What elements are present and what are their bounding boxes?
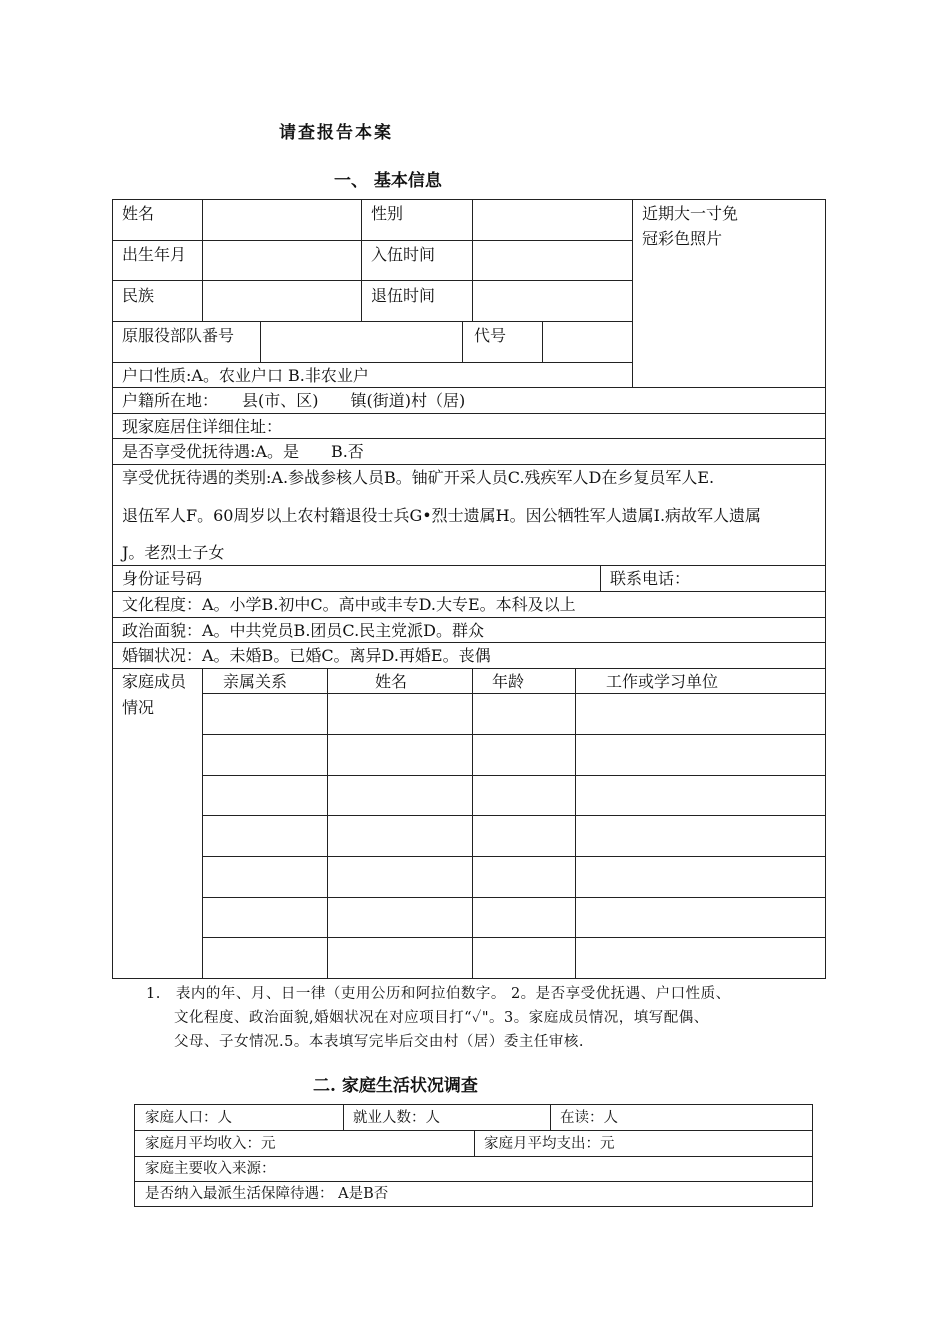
- id-field[interactable]: [220, 567, 598, 590]
- ethnicity-field[interactable]: [204, 282, 360, 320]
- hukou-type[interactable]: 户口性质:A。农业户口 B.非农业户: [122, 366, 369, 385]
- section-2-title: 二. 家庭生活状况调查: [313, 1076, 478, 1096]
- photo-label-line2: 冠彩色照片: [642, 229, 723, 248]
- education-field[interactable]: 文化程度：A。小学B.初中C。高中或丰专D.大专E。本科及以上: [122, 595, 576, 614]
- family-header-age: 年龄: [492, 672, 525, 691]
- photo-label-line1: 近期大一寸免: [642, 204, 739, 223]
- benefit-yesno[interactable]: 是否享受优抚待遇:A。是 B.否: [122, 442, 364, 461]
- table-row[interactable]: [203, 857, 826, 897]
- employed-field[interactable]: 就业人数：人: [353, 1110, 440, 1126]
- id-label: 身份证号码: [122, 569, 203, 588]
- family-label-line1: 家庭成员: [122, 672, 187, 691]
- note-line3: 父母、子女情况.5。本表填写完毕后交由村（居）委主任审核.: [174, 1034, 584, 1050]
- unit-field[interactable]: [262, 323, 461, 361]
- marital-field[interactable]: 婚锢状况：A。未婚B。已婚C。离异D.再婚E。丧偶: [122, 646, 491, 665]
- address-field[interactable]: 现家庭居住详细住址：: [122, 417, 283, 436]
- phone-label[interactable]: 联系电话：: [610, 569, 691, 588]
- political-field[interactable]: 政治面貌：A。中共党员B.团员C.民主党派D。群众: [122, 621, 484, 640]
- studying-field[interactable]: 在读：人: [560, 1110, 618, 1126]
- birth-field[interactable]: [204, 242, 360, 279]
- family-header-workplace: 工作或学习单位: [606, 672, 719, 691]
- code-label: 代号: [474, 326, 507, 345]
- table-row[interactable]: [203, 735, 826, 775]
- avg-expense-field[interactable]: 家庭月平均支出：元: [484, 1136, 615, 1152]
- birth-label: 出生年月: [122, 245, 187, 264]
- enlist-field[interactable]: [474, 242, 631, 279]
- family-label-line2: 情况: [122, 698, 155, 717]
- unit-label: 原服役部队番号: [122, 326, 235, 345]
- table-row[interactable]: [203, 816, 826, 856]
- table-row[interactable]: [203, 776, 826, 815]
- discharge-label: 退伍时间: [371, 286, 436, 305]
- name-label: 姓名: [122, 204, 155, 223]
- income-source-field[interactable]: 家庭主要收入来源：: [145, 1161, 276, 1177]
- min-living-field[interactable]: 是否纳入最派生活保障待遇： A是B否: [145, 1186, 389, 1202]
- avg-income-field[interactable]: 家庭月平均收入：元: [145, 1136, 276, 1152]
- name-field[interactable]: [204, 201, 360, 239]
- benefit-types-line1[interactable]: 享受优抚待遇的类别:A.参战参核人员B。铀矿开采人员C.残疾军人D在乡复员军人E.: [122, 468, 715, 487]
- population-field[interactable]: 家庭人口：人: [145, 1110, 232, 1126]
- gender-field[interactable]: [474, 201, 631, 239]
- note-line2: 文化程度、政治面貌,婚姻状况在对应项目打“✓"。3。家庭成员情况，填写配偶、: [174, 1010, 709, 1026]
- table-row[interactable]: [203, 694, 826, 734]
- benefit-types-line3[interactable]: J。老烈士子女: [122, 543, 225, 562]
- benefit-types-line2[interactable]: 退伍军人F。60周岁以上农村籍退役士兵G•烈士遗属H。因公牺牲军人遗属I.病故军人遗属: [122, 506, 762, 525]
- family-header-name: 姓名: [375, 672, 408, 691]
- discharge-field[interactable]: [474, 282, 631, 320]
- table-row[interactable]: [203, 898, 826, 937]
- gender-label: 性别: [371, 204, 404, 223]
- hukou-place[interactable]: 户籍所在地： 县(市、区) 镇(街道)村（居): [122, 391, 466, 410]
- family-header-relation: 亲属关系: [223, 672, 288, 691]
- page-title: 请查报告本案: [279, 123, 393, 143]
- section-1-title: 一、 基本信息: [334, 171, 442, 191]
- enlist-label: 入伍时间: [371, 245, 436, 264]
- code-field[interactable]: [544, 323, 631, 361]
- note-line1: 1. 表内的年、月、日一律（吏用公历和阿拉伯数字。 2。是否享受优抚遇、户口性质、: [146, 986, 731, 1002]
- ethnicity-label: 民族: [122, 286, 155, 305]
